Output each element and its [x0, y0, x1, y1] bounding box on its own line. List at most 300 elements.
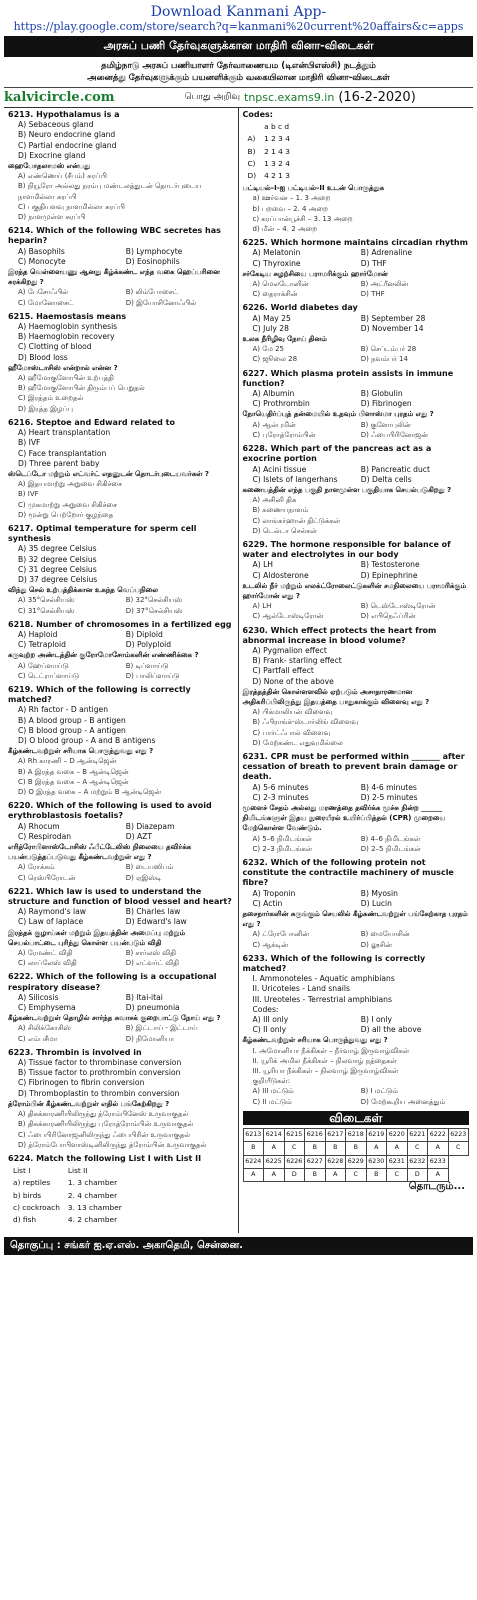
option: B) Diazepam	[125, 821, 175, 831]
option: B) Testosterone	[360, 560, 420, 570]
match-cell: 1. 3 chamber	[67, 1178, 118, 1188]
option: B) Adrenaline	[360, 248, 413, 258]
answer-qno: 6215	[284, 1129, 305, 1142]
answer-letter: A	[264, 1142, 285, 1155]
answer-letter: B	[325, 1142, 346, 1155]
question-text: 6229. The hormone responsible for balance of water and electrolytes in our body	[242, 539, 451, 560]
option: D) all the above	[360, 1025, 422, 1035]
option: A) 35 degree Celsius	[18, 544, 97, 554]
match-cell: 2 1 4 3	[264, 146, 290, 156]
answer-qno: 6230	[366, 1155, 387, 1168]
tamil-option: C) ரெஸ்பிரோடன்	[18, 873, 76, 882]
option: C) 2-3 minutes	[252, 792, 309, 802]
option: C) Partfall effect	[252, 666, 314, 676]
tamil-option: C) பகுதியளவு நாளமில்லா சுரப்பி	[18, 202, 125, 211]
tamil-option: C) ஆல்டோஸ்டிரோன்	[252, 612, 324, 621]
answer-qno: 6231	[387, 1155, 408, 1168]
option: A) Basophils	[18, 246, 65, 256]
tamil-option: D) 2–5 நிமிடங்கள்	[360, 844, 421, 853]
option: D) pneumonia	[125, 1003, 180, 1013]
tamil-question: பட்டியல்–I-ஐ பட்டியல்–II உடன் பொருத்துக	[242, 184, 385, 193]
site-name: kalvicircle.com	[4, 90, 115, 105]
tamil-option: D) மேற்கூறிய அனைத்தும்	[360, 1097, 446, 1106]
option: B) Pancreatic duct	[360, 464, 430, 474]
answer-letter: A	[428, 1142, 449, 1155]
option: A) Tissue factor to thrombinase conversion	[18, 1058, 182, 1068]
option: II. Uricoteles - Land snails	[252, 984, 350, 994]
sub-heading-line-2: அனைத்து தேர்வுகளுக்கும் பயனளிக்கும் வகையிலான மாதிரி வினா-விடைகள்	[87, 73, 390, 83]
tamil-option: D) டெல்டா செல்கள்	[252, 526, 318, 535]
tamil-option-grid	[8, 948, 234, 968]
option-grid	[8, 822, 234, 842]
tamil-question: கீழ்கண்டவற்றுள் சரியாக பொருந்துவது எது ?	[8, 747, 154, 756]
option: B) Frank- starling effect	[252, 656, 342, 666]
answer-qno: 6217	[325, 1129, 346, 1142]
option: A) Haploid	[18, 629, 58, 639]
tamil-option: a) ஊர்வன – 1. 3 அறை	[252, 194, 331, 203]
tamil-question: சர்கேடிய சுழற்சியை பராமரிக்கும் ஹார்மோன்	[242, 269, 388, 278]
tamil-question: ஹைபோதலாமஸ் என்பது	[8, 162, 91, 171]
tamil-option: B) I மட்டும்	[360, 1087, 398, 1096]
tamil-option: C) டெட்ராப்ளாய்டு	[18, 671, 80, 680]
tamil-option: D) பாலிப்ளாய்டு	[125, 671, 180, 680]
question-block	[8, 1048, 234, 1150]
question-text: 6219. Which of the following is correctly matched?	[8, 684, 191, 705]
tamil-question: மூளைச் சேதம் அல்லது மரணத்தை தவிர்க்க மூச்சு நின்ற ______ நிமிடங்களுள் இதய நுரையீரல் உயிர்ப்பித்தல் (CPR) முறையை மேற்கொள்ள வேண்டும்.	[242, 804, 446, 833]
option: C) Islets of langerhans	[252, 474, 338, 484]
option: C) Prothrombin	[252, 399, 310, 409]
question-text: 6232. Which of the following protein not constitute the contractile machinery of muscle fibre?	[242, 858, 454, 888]
tamil-option: A) ஹீமோகுளோபின் உற்பத்தி	[18, 374, 114, 383]
option: A) Troponin	[252, 888, 296, 898]
question-block	[8, 524, 234, 616]
option: D) Thromboplastin to thrombin conversion	[18, 1088, 180, 1098]
option-grid	[243, 465, 470, 485]
answer-letter: C	[284, 1142, 305, 1155]
option-grid	[243, 783, 470, 803]
option: B) A blood group - B antigen	[18, 715, 126, 725]
tamil-question: இரத்த வெள்ளையணு ஆனது கீழ்க்கண்ட எந்த வகை ஹெப்பரினை சுரக்கிறது ?	[8, 268, 220, 287]
answer-letter: D	[407, 1168, 428, 1181]
tamil-question: கருவுற்ற அண்டத்தின் குரோமோசோம்களின் எண்ணிக்கை ?	[8, 651, 199, 660]
tamil-question: இரத்தத்தின் கொள்ளளவில் ஏற்படும் அசாதாரணமான அதிகரிப்பிலிருந்து இதயத்தை பாதுகாக்கும் விளைவு எது ?	[242, 687, 430, 706]
option: C) Tetraploid	[18, 640, 66, 650]
question-text: 6228. Which part of the pancreas act as a exocrine portion	[242, 444, 432, 464]
option: D) None of the above	[252, 676, 334, 686]
tamil-option: B) டெஸ்டோஸ்டிரோன்	[360, 602, 436, 611]
option-grid	[243, 389, 470, 409]
sub-heading-line-1: தமிழ்நாடு அரசுப் பணியாளர் தேர்வாணையம (டிஎன்பிஎஸ்சி) நடத்தும்	[101, 61, 376, 71]
tamil-option-grid	[8, 287, 234, 307]
option: I. Ammonoteles - Aquatic amphibians	[252, 974, 395, 984]
tamil-option: D) 37°செல்சியஸ்	[125, 606, 183, 615]
tamil-option-grid	[8, 661, 234, 681]
download-header	[0, 0, 477, 33]
tamil-option: C) மோனோசைட்	[18, 298, 74, 307]
question-text: 6220. Which of the following is used to avoid erythroblastosis foetalis?	[8, 801, 212, 821]
tamil-option: A) ஹேப்ளாய்டு	[18, 661, 69, 670]
option: A) Silicosis	[18, 992, 59, 1002]
tamil-question: உலக நீரிழிவு நோய் தினம்	[242, 335, 327, 344]
sub-heading	[4, 57, 473, 88]
tamil-option: C) லாப்லேஸ் விதி	[18, 959, 77, 968]
question-block	[8, 801, 234, 883]
tamil-option: B) குளோபுலின்	[360, 420, 411, 429]
tamil-option: A) இதயமாற்று அறுவை சிகிச்சை	[18, 480, 123, 489]
question-text: 6223. Thrombin is involved in	[8, 1047, 142, 1057]
option: D) O blood group - A and B antigens	[18, 735, 156, 745]
tamil-option: B) சார்லஸ் விதி	[125, 949, 176, 958]
answer-letter: A	[366, 1142, 387, 1155]
tamil-question: உடலில் நீர் மற்றும் எலக்ட்ரோலைட்டுகளின் சமநிலையை பராமரிக்கும் ஹார்மோன் எது ?	[242, 581, 467, 600]
tamil-option: A) 35°செல்சியஸ்	[18, 596, 75, 605]
option: C) Clotting of blood	[18, 342, 92, 352]
tamil-option: C) II மட்டும்	[252, 1097, 292, 1106]
option: D) Eosinophils	[125, 256, 180, 266]
tamil-option: A) பேசோஃபில்	[18, 288, 69, 297]
tamil-question: ஸ்டெப்டோ மற்றும் எட்வர்ட் எதனுடன் தொடர்புடையவர்கள் ?	[8, 469, 209, 478]
tamil-option-grid	[243, 601, 470, 621]
tamil-question: நோயெதிர்ப்புத் தன்மையில் உதவும் பிளாஸ்மா புரதம் எது ?	[242, 410, 434, 419]
question-text: 6226. World diabetes day	[242, 303, 358, 313]
answer-qno: 6225	[264, 1155, 285, 1168]
tamil-option: D) இயோசினோஃபில்	[125, 298, 197, 307]
question-text: 6224. Match the following List I with List II	[8, 1153, 202, 1163]
right-questions	[243, 110, 470, 1107]
option: D) THF	[360, 258, 387, 268]
match-cell: B)	[247, 146, 256, 156]
option: B) I only	[360, 1015, 393, 1025]
answer-qno: 6227	[305, 1155, 326, 1168]
tamil-option: A) சிலிக்கோசிஸ்	[18, 1024, 71, 1033]
option: B) Lymphocyte	[125, 246, 183, 256]
question-block	[8, 312, 234, 414]
match-cell: List I	[13, 1166, 31, 1176]
answer-letter: B	[305, 1168, 326, 1181]
option: A) Raymond's law	[18, 907, 86, 917]
tamil-option: D) நாளமுள்ள சுரப்பி	[18, 213, 86, 222]
tamil-option: A) திசுக்காரணியிலிருந்து த்ரோம்பினேஸ் உருவாகுதல்	[18, 1110, 189, 1119]
option: III. Ureoteles - Terrestrial amphibians	[252, 994, 392, 1004]
match-cell: a b c d	[264, 122, 290, 132]
option: A) Albumin	[252, 389, 295, 399]
tamil-question: தசைநார்களின் சுருங்கும் செயலில் கீழ்கண்டவற்றுள் பங்கேற்காத புரதம் எது ?	[242, 910, 468, 929]
tamil-option: B) லிம்போசைட்	[125, 288, 179, 297]
tamil-option: B) 32°செல்சியஸ்	[125, 596, 183, 605]
tamil-option: A) மே 25	[252, 345, 284, 354]
option: C) Face transplantation	[18, 448, 107, 458]
question-block	[243, 303, 470, 364]
tamil-option: D) இரத்த இழப்பு	[18, 404, 73, 413]
option: A) Rhocum	[18, 821, 60, 831]
answer-table	[243, 1128, 470, 1182]
tamil-option: A) மெலடோனின்	[252, 280, 309, 289]
match-table	[243, 120, 295, 183]
question-text: 6217. Optimal temperature for sperm cell synthesis	[8, 523, 197, 544]
tamil-option: A) 5–6 நிமிடங்கள்	[252, 834, 313, 843]
option: D) Edward's law	[125, 917, 187, 927]
match-cell: a) reptiles	[13, 1178, 51, 1188]
answer-qno: 6219	[366, 1129, 387, 1142]
option: D) November 14	[360, 323, 424, 333]
option: B) Neuro endocrine gland	[18, 130, 116, 140]
date-label: (16-2-2020)	[338, 90, 416, 105]
question-block	[8, 1154, 234, 1227]
tamil-option: D) எட்வர்ட் விதி	[125, 959, 179, 968]
question-text: 6221. Which law is used to understand the structure and function of blood vessel and heart?	[8, 886, 232, 907]
option: B) Charles law	[125, 907, 181, 917]
match-cell: List II	[67, 1166, 88, 1176]
option: D) 2-5 minutes	[360, 792, 418, 802]
option: B) 32 degree Celsius	[18, 554, 97, 564]
tamil-option: D) ஏஇஸ்டி	[125, 873, 162, 882]
match-cell: 3. 13 chamber	[67, 1202, 122, 1212]
tamil-option: D) மூன்று பெற்றோர் குழந்தை	[18, 510, 114, 519]
question-block	[243, 954, 470, 1107]
option: D) Epinephrine	[360, 570, 418, 580]
continued-label: தொடரும்...	[408, 1180, 465, 1192]
option: C) Emphysema	[18, 1003, 76, 1013]
option: C) Law of laplace	[18, 917, 84, 927]
answer-letter: C	[407, 1142, 428, 1155]
tamil-option: C) ஆக்டின்	[252, 940, 289, 949]
option: A) Melatonin	[252, 248, 301, 258]
tamil-option: A) அசினி திசு	[252, 496, 297, 505]
option: Codes:	[252, 1004, 279, 1014]
tamil-option: I. அமோனியா நீக்கிகள் – நீர்வாழ் இருவாழ்விகள்	[252, 1046, 410, 1055]
answer-qno: 6218	[346, 1129, 367, 1142]
question-text: 6215. Haemostasis means	[8, 311, 127, 321]
answers-heading: விடைகள்	[243, 1111, 470, 1125]
option: D) Polyploid	[125, 640, 172, 650]
tamil-option: C) பார்ட்ஃபால் விளைவு	[252, 728, 331, 737]
question-block	[8, 972, 234, 1043]
tamil-option: C) இரத்தம் உறைதல்	[18, 394, 84, 403]
tamil-option: D) நவம்பர் 14	[360, 355, 408, 364]
question-text: 6214. Which of the following WBC secretes has heparin?	[8, 226, 221, 246]
question-block	[243, 238, 470, 299]
questions-area	[4, 107, 473, 1233]
tamil-option: C) ஃபைபிரினோஜனிலிருந்து ஃபைபிரின் உருவாகுதல்	[18, 1130, 191, 1139]
answer-letter: D	[284, 1168, 305, 1181]
question-text: 6225. Which hormone maintains circadian rhythm	[242, 238, 468, 248]
tn-site: tnpsc.exams9.in	[244, 91, 335, 104]
tamil-option: B) IVF	[18, 490, 39, 499]
tamil-option: C) 31°செல்சியஸ்	[18, 606, 75, 615]
option: B) Itai-itai	[125, 992, 163, 1002]
tamil-option: B) ஃபிராங்க்-ஸ்டார்லிங் விளைவு	[252, 718, 359, 727]
answer-qno: 6226	[284, 1155, 305, 1168]
option: C) Fibrinogen to fibrin conversion	[18, 1078, 145, 1088]
match-cell: C)	[247, 158, 256, 168]
right-column	[239, 108, 474, 1233]
question-block	[243, 369, 470, 440]
option: C) Partial endocrine gland	[18, 140, 117, 150]
option: D) AZT	[125, 831, 153, 841]
option: A) III only	[252, 1015, 289, 1025]
tamil-option: குறியீடுகள்:	[252, 1077, 291, 1086]
answer-letter: C	[346, 1168, 367, 1181]
tamil-question: கீழ்கண்டவற்றுள் சரியாக பொருந்துவது எது ?	[242, 1036, 388, 1045]
option: A) LH	[252, 560, 274, 570]
tamil-option: D) THF	[360, 290, 385, 299]
tamil-option: b) பறவை – 2. 4 அறை	[252, 204, 328, 213]
question-block	[8, 226, 234, 308]
footer-credit: தொகுப்பு : சங்கர் ஐ.ஏ.எஸ். அகாதெமி, சென்னை.	[4, 1237, 473, 1255]
answer-qno: 6220	[387, 1129, 408, 1142]
option: A) Pygmalion effect	[252, 645, 327, 655]
tamil-option: A) ரோக்கம்	[18, 863, 55, 872]
tamil-option: A) Rh காரணி – D ஆன்டிஜென்	[18, 757, 117, 766]
match-cell: D)	[247, 171, 257, 181]
question-block	[8, 685, 234, 797]
question-block	[8, 620, 234, 681]
source-row	[4, 90, 473, 105]
option: D) Fibrinogen	[360, 399, 412, 409]
tamil-option: B) ஹீமோகுளோபின் திரும்பப் பெறுதல்	[18, 384, 145, 393]
tamil-option: D) ஃபைபிரினோஜன்	[360, 430, 428, 439]
option: B) 4-6 minutes	[360, 782, 417, 792]
answer-qno: 6224	[243, 1155, 264, 1168]
question-text: 6227. Which plasma protein assists in immune function?	[242, 368, 454, 388]
answer-letter: A	[428, 1168, 449, 1181]
answer-letter: C	[387, 1168, 408, 1181]
tamil-option-grid	[243, 344, 470, 364]
tamil-option: B) டிப்ளாய்டு	[125, 661, 169, 670]
match-cell: 1 3 2 4	[264, 158, 290, 168]
tamil-option: B) டையஸிபம்	[125, 863, 174, 872]
option: B) Diploid	[125, 629, 163, 639]
option: A) Heart transplantation	[18, 428, 111, 438]
option: D) Three parent baby	[18, 458, 100, 468]
tamil-option: D) த்ரோம்போபிளாஸ்டினிலிருந்து த்ரோம்பின் உருவாகுதல்	[18, 1140, 207, 1149]
answer-letter: A	[325, 1168, 346, 1181]
tamil-option-grid	[243, 834, 470, 854]
answer-qno: 6223	[448, 1129, 469, 1142]
answer-qno: 6216	[305, 1129, 326, 1142]
tamil-option: C) தைராக்சின்	[252, 290, 298, 299]
match-cell: d) fish	[13, 1214, 37, 1224]
tamil-question: கணையத்தின் எந்த பகுதி நாளமுள்ள பகுதியாக செயல்படுகிறது ?	[242, 485, 452, 494]
question-text: Codes:	[242, 110, 273, 119]
tamil-option-grid	[8, 1023, 234, 1043]
option: C) July 28	[252, 323, 289, 333]
tamil-option-grid	[243, 1086, 470, 1106]
question-block	[243, 752, 470, 854]
tamil-option: B) திசுக்காரணியிலிருந்து புரோத்ரோம்பின் உருவாகுதல்	[18, 1120, 194, 1129]
option-grid	[243, 314, 470, 334]
option-grid	[243, 889, 470, 909]
option: C) Thyroxine	[252, 258, 301, 268]
download-title: Download Kanmani App-	[150, 4, 327, 20]
option: D) Delta cells	[360, 474, 412, 484]
tamil-option: C) 2–3 நிமிடங்கள்	[252, 844, 313, 853]
match-cell	[245, 122, 260, 132]
answer-qno: 6214	[264, 1129, 285, 1142]
answer-qno: 6213	[243, 1129, 264, 1142]
tamil-option: B) மையோசின்	[360, 930, 410, 939]
question-text: 6218. Number of chromosomes in a fertilized egg	[8, 619, 232, 629]
option-grid	[243, 560, 470, 580]
match-cell: b) birds	[13, 1190, 42, 1200]
question-text: 6222. Which of the following is a occupational respiratory disease?	[8, 972, 217, 992]
question-text: 6213. Hypothalamus is a	[8, 110, 120, 119]
tamil-option: D) எபிநெஃப்ரின்	[360, 612, 416, 621]
match-table	[8, 1164, 127, 1227]
option: C) Actin	[252, 898, 283, 908]
tamil-option: B) கணையநாளம்	[252, 506, 309, 515]
option: B) Tissue factor to prothrombin conversion	[18, 1068, 181, 1078]
tamil-option: A) ஆல்புமின்	[252, 420, 296, 429]
option: B) Haemoglobin recovery	[18, 332, 115, 342]
tamil-option: C) லாங்கர்ஹான் திட்டுக்கள்	[252, 516, 341, 525]
option-grid	[243, 1015, 470, 1035]
tamil-option: B) A இரத்த வகை – B ஆன்டிஜென்	[18, 767, 129, 776]
question-block	[243, 110, 470, 234]
answer-letter: A	[387, 1142, 408, 1155]
option: C) 31 degree Celsius	[18, 564, 97, 574]
question-block	[243, 540, 470, 622]
question-block	[8, 418, 234, 520]
answer-letter: C	[448, 1142, 469, 1155]
option-grid	[8, 247, 234, 267]
tamil-option-grid	[8, 595, 234, 615]
tamil-option: B) இட்டாய் - இட்டாய்	[125, 1024, 198, 1033]
answer-qno: 6228	[325, 1155, 346, 1168]
option: B) Globulin	[360, 389, 403, 399]
tamil-option: D) நிமோனியா	[125, 1034, 175, 1043]
tamil-option-grid	[243, 279, 470, 299]
question-block	[8, 887, 234, 969]
tamil-option: A) எண்ணெய் (சீபம்) சுரப்பி	[18, 172, 107, 181]
answer-qno: 6232	[407, 1155, 428, 1168]
option: D) Lucin	[360, 898, 392, 908]
tamil-option: B) நியூரோ அல்லது நரம்பு மண்டலத்துடன் தொடர்புடைய நாளமில்லா சுரப்பி	[18, 182, 202, 201]
question-text: 6216. Steptoe and Edward related to	[8, 417, 175, 427]
tamil-option: d) மீன் – 4. 2 அறை	[252, 225, 318, 234]
question-block	[243, 858, 470, 950]
tamil-question: ஹீமோஸ்டாசிஸ் என்றால் என்ன ?	[8, 363, 118, 372]
tamil-option: A) பிக்மாலியன் விளைவு	[252, 708, 333, 717]
answer-qno: 6222	[428, 1129, 449, 1142]
option: A) Rh factor - D antigen	[18, 705, 109, 715]
question-block	[243, 626, 470, 748]
option-grid	[8, 993, 234, 1013]
option: A) 5-6 minutes	[252, 782, 309, 792]
match-cell: A)	[247, 134, 256, 144]
tamil-question: விந்து செல் உற்பத்திக்கான உகந்த வெப்பநிலை	[8, 586, 159, 595]
question-block	[8, 110, 234, 222]
answer-letter: B	[305, 1142, 326, 1155]
tamil-option: A) ரேமண்ட் விதி	[18, 949, 73, 958]
tamil-option-grid	[243, 420, 470, 440]
option-grid	[243, 248, 470, 268]
match-cell: 4 2 1 3	[264, 171, 290, 181]
option: C) Aldosterone	[252, 570, 309, 580]
answer-qno: 6229	[346, 1155, 367, 1168]
app-link[interactable]: https://play.google.com/store/search?q=kanmani%20current%20affairs&c=apps	[13, 20, 464, 33]
option: C) B blood group - A antigen	[18, 725, 126, 735]
answer-letter: A	[264, 1168, 285, 1181]
option: D) Blood loss	[18, 352, 68, 362]
tamil-option: D) O இரத்த வகை – A மற்றும் B ஆன்டிஜென்	[18, 788, 162, 796]
option: B) IVF	[18, 438, 41, 448]
answer-letter: B	[243, 1142, 264, 1155]
option-grid	[8, 630, 234, 650]
option: D) Exocrine gland	[18, 150, 86, 160]
answer-letter: B	[366, 1168, 387, 1181]
question-text: 6231. CPR must be performed within _______ after cessation of breath to prevent brain damage or death.	[242, 751, 465, 782]
